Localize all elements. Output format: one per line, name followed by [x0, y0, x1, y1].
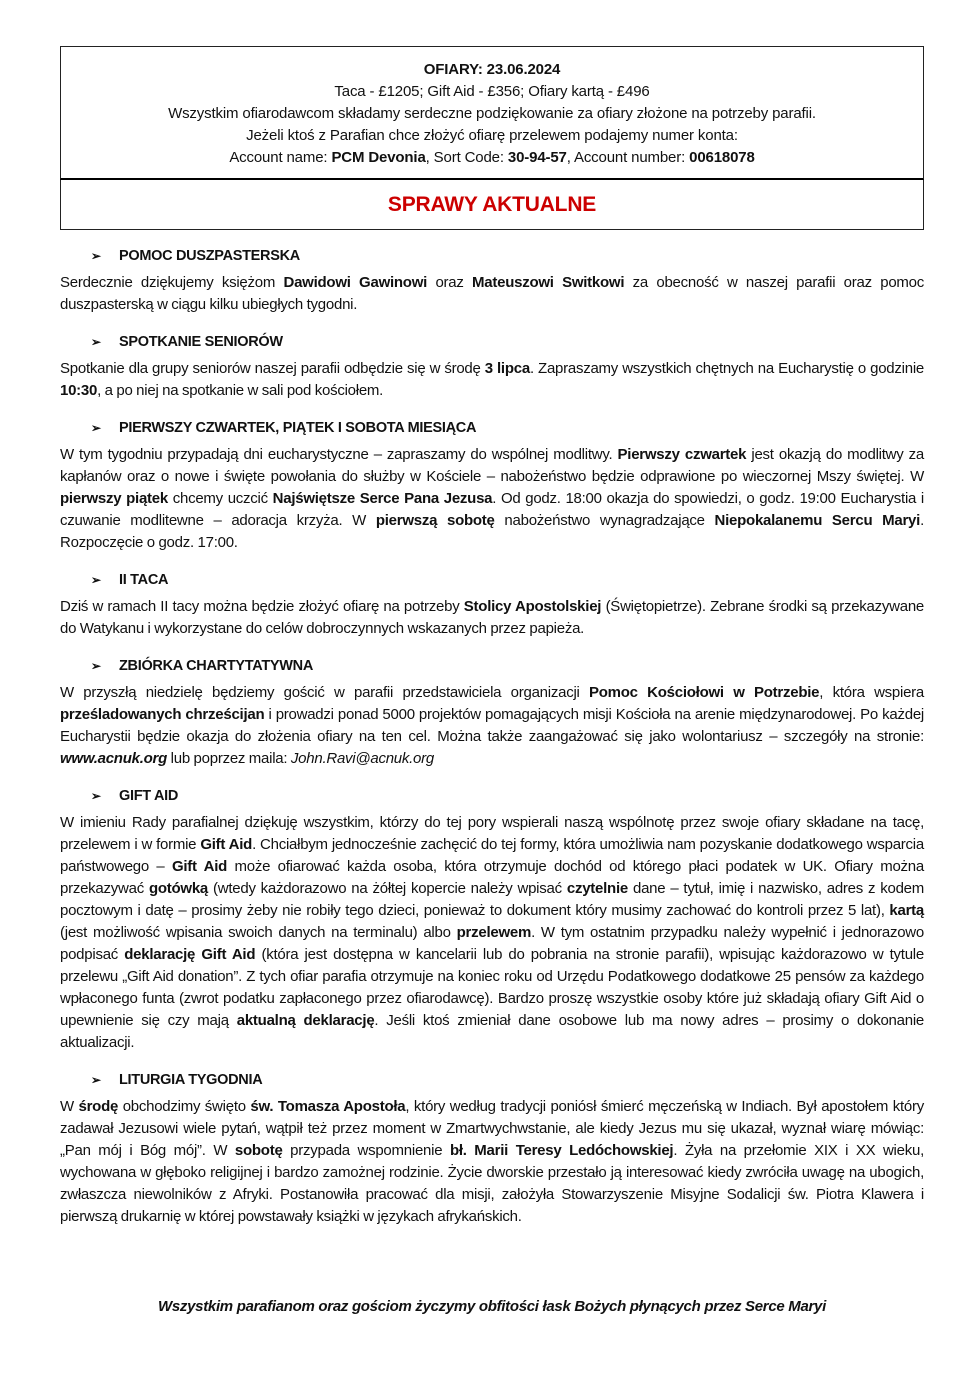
text-run: deklarację Gift Aid — [124, 946, 256, 963]
text-run: . Zapraszamy wszystkich chętnych na Eucharystię o godzinie — [529, 360, 924, 377]
section-title-text: ZBIÓRKA CHARTYTATYWNA — [119, 658, 313, 674]
text-run: przypada wspomnienie — [282, 1142, 450, 1159]
text-run: (jest możliwość wpisania swoich danych na terminalu) albo — [60, 924, 457, 941]
text-run: (która jest dostępna w kancelarii lub do pobrania na stronie parafii), wpisując każdorazowo w tytule przelewu „Gift Aid donation”. Z tych ofiar parafia otrzymuje na koniec roku od Urzędu Podatkowego dodatkowe 25 pensów za każdego wpłaconego funta (zwrot podatku zapłaconego przez ofiarodawcę). Bardzo proszę wszystkie osoby które już składają ofiary Gift Aid o upewnienie się czy mają — [60, 946, 924, 1029]
arrow-bullet-icon: ➢ — [91, 1073, 101, 1087]
account-name: PCM Devonia — [331, 149, 426, 166]
section-body — [60, 358, 924, 402]
text-run: pierwszą sobotę — [375, 512, 495, 529]
text-run: Gift Aid — [171, 858, 228, 875]
section — [60, 570, 924, 640]
text-run: Gift Aid — [200, 836, 253, 853]
text-run: kartą — [889, 902, 924, 919]
arrow-bullet-icon: ➢ — [91, 249, 101, 263]
section-title-text: SPOTKANIE SENIORÓW — [119, 334, 283, 350]
section-body — [60, 682, 924, 770]
section-title-text: GIFT AID — [119, 788, 179, 804]
text-run: dane – tytuł, imię i nazwisko, adres z kodem pocztowym i datę – prosimy żeby nie robiły tego dzieci, ponieważ to dokument który musimy zachować do kontroli przez 5 lat), — [60, 880, 924, 919]
account-name-label: Account name: — [229, 149, 332, 166]
main-heading: SPRAWY AKTUALNE — [387, 193, 597, 216]
section-body — [60, 1096, 924, 1228]
text-run: św. Tomasza Apostoła — [250, 1098, 406, 1115]
section — [60, 332, 924, 402]
text-run: Najświętsze Serce Pana Jezusa — [272, 490, 493, 507]
arrow-bullet-icon: ➢ — [91, 421, 101, 435]
text-run: za obecność w naszej parafii oraz pomoc duszpasterską w ciągu kilku ubiegłych tygodni. — [60, 274, 924, 313]
section — [60, 1070, 924, 1228]
section — [60, 246, 924, 316]
offerings-title: OFIARY: 23.06.2024 — [423, 61, 561, 78]
text-run: może ofiarować każda osoba, która otrzymuje dochód od którego płaci podatek w UK. Ofiary można przekazywać — [60, 858, 924, 897]
section-body — [60, 272, 924, 316]
text-run: 3 lipca — [484, 360, 530, 377]
text-run: Stolicy Apostolskiej — [463, 598, 602, 615]
text-run: pierwszy piątek — [60, 490, 168, 507]
section-title — [60, 332, 924, 352]
text-run: W przyszłą niedzielę będziemy gościć w parafii przedstawiciela organizacji — [60, 684, 589, 701]
section-title — [60, 570, 924, 590]
arrow-bullet-icon: ➢ — [91, 573, 101, 587]
text-run: . Żyła na przełomie XIX i XX wieku, wychowana w głęboko religijnej i bardzo zamożnej rodzinie. Życie dworskie przestało ją interesować kiedy zwróciła uwagę na ubogich, zwłaszcza niewolników z Afryki. Postanowiła pracować dla misji, założyła Stowarzyszenie Misyjne Sodalicji św. Piotra Klawera i pierwszą drukarnię w której powstawały książki w językach afrykańskich. — [60, 1142, 924, 1225]
text-run: aktualną deklarację — [236, 1012, 375, 1029]
text-run: Dawidowi Gawinowi — [283, 274, 428, 291]
text-run: czytelnie — [566, 880, 628, 897]
offerings-thanks: Wszystkim ofiarodawcom składamy serdeczne podziękowanie za ofiary złożone na potrzeby parafii. — [168, 105, 816, 122]
sort-code: 30-94-57 — [507, 149, 567, 166]
text-run: W tym tygodniu przypadają dni eucharystyczne – zapraszamy do wspólnej modlitwy. — [60, 446, 618, 463]
text-run: prześladowanych chrześcijan — [60, 706, 265, 723]
text-run: , który według tradycji poniósł śmierć męczeńską w Indiach. Był apostołem który zadawał Jezusowi wiele pytań, wątpił też przez moment w Zmartwychwstanie, ale kiedy Jezus mu się ukazał, wyznał wiarę mówiąc: „Pan mój i Bóg mój”. W — [60, 1098, 925, 1159]
text-run: oraz — [427, 274, 473, 291]
main-heading-box — [60, 180, 924, 230]
text-run: , a po niej na spotkanie w sali pod kościołem. — [97, 382, 384, 399]
contact-link[interactable]: www.acnuk.org — [60, 750, 168, 767]
text-run: i prowadzi ponad 5000 projektów pomagających misji Kościoła na arenie międzynarodowej. Po każdej Eucharystii będzie okazja do złożenia ofiary na ten cel. Można także zaangażować się jako wolontariusz – szczegóły na stronie: — [60, 706, 924, 745]
text-run: Serdecznie dziękujemy księżom — [60, 274, 284, 291]
text-run: W — [60, 1098, 79, 1115]
text-run: Dziś w ramach II tacy można będzie złożyć ofiarę na potrzeby — [60, 598, 464, 615]
account-details — [61, 147, 923, 169]
section-body — [60, 812, 924, 1054]
text-run: Niepokalanemu Sercu Maryi — [714, 512, 921, 529]
section-title — [60, 418, 924, 438]
section-title-text: POMOC DUSZPASTERSKA — [119, 248, 300, 264]
text-run: . Rozpoczęcie o godz. 17:00. — [60, 512, 924, 551]
section — [60, 656, 924, 770]
section-title — [60, 656, 924, 676]
arrow-bullet-icon: ➢ — [91, 335, 101, 349]
text-run: Pierwszy czwartek — [617, 446, 747, 463]
sections-list — [60, 246, 924, 1228]
section-title — [60, 786, 924, 806]
text-run: nabożeństwo wynagradzające — [494, 512, 715, 529]
text-run: (wtedy każdorazowo na żółtej kopercie należy wpisać — [208, 880, 567, 897]
account-number-label: , Account number: — [566, 149, 690, 166]
section-title — [60, 246, 924, 266]
bulletin-page — [60, 46, 924, 1228]
text-run: (Świętopietrze). Zebrane środki są przekazywane do Watykanu i wykorzystane do celów dobroczynnych wskazanych przez papieża. — [60, 598, 924, 637]
text-run: Mateuszowi Switkowi — [472, 274, 625, 291]
section-title-text: PIERWSZY CZWARTEK, PIĄTEK I SOBOTA MIESIĄCA — [119, 420, 477, 436]
text-run: . Chciałbym jednocześnie zachęcić do tej formy, która umożliwia nam pozyskanie dodatkowego wsparcia państwowego – — [60, 836, 924, 875]
section-title-text: LITURGIA TYGODNIA — [119, 1072, 263, 1088]
text-run: obchodzimy święto — [118, 1098, 251, 1115]
arrow-bullet-icon: ➢ — [91, 789, 101, 803]
text-run: . Jeśli ktoś zmieniał dane osobowe lub ma nowy adres – prosimy o dokonanie aktualizacji. — [60, 1012, 924, 1051]
section-body — [60, 444, 924, 554]
text-run: sobotę — [234, 1142, 283, 1159]
text-run: chcemy uczcić — [167, 490, 273, 507]
account-number: 00618078 — [689, 149, 755, 166]
arrow-bullet-icon: ➢ — [91, 659, 101, 673]
section-title — [60, 1070, 924, 1090]
text-run: środę — [78, 1098, 119, 1115]
text-run: lub poprzez maila: — [167, 750, 291, 767]
text-run: Spotkanie dla grupy seniorów naszej parafii odbędzie się w środę — [60, 360, 485, 377]
text-run: W imieniu Rady parafialnej dziękuję wszystkim, którzy do tej pory wspierali naszą wspólnotę przez swoje ofiary składane na tacę, przelewem i w formie — [60, 814, 924, 853]
text-run: . W tym ostatnim przypadku należy wypełnić i jednorazowo podpisać — [60, 924, 924, 963]
section-title-text: II TACA — [119, 572, 169, 588]
text-run: 10:30 — [60, 382, 98, 399]
transfer-intro: Jeżeli ktoś z Parafian chce złożyć ofiarę przelewem podajemy numer konta: — [246, 127, 738, 144]
text-run: Pomoc Kościołowi w Potrzebie — [589, 684, 820, 701]
text-run: jest okazją do modlitwy za kapłanów oraz o nowe i święte powołania do służby w Kościele – nabożeństwo będzie odprawione po wieczornej Mszy świętej. W — [60, 446, 924, 485]
section-body — [60, 596, 924, 640]
text-run: . Od godz. 18:00 okazja do spowiedzi, o godz. 19:00 Eucharystia i czuwanie modlitewne – adoracja krzyża. W — [60, 490, 924, 529]
offerings-box — [60, 46, 924, 180]
section — [60, 786, 924, 1054]
offerings-amounts: Taca - £1205; Gift Aid - £356; Ofiary kartą - £496 — [334, 83, 650, 100]
text-run: , która wspiera — [819, 684, 925, 701]
closing-wish: Wszystkim parafianom oraz gościom życzymy obfitości łask Bożych płynących przez Serce Maryi — [158, 1298, 826, 1315]
sort-code-label: , Sort Code: — [425, 149, 508, 166]
section — [60, 418, 924, 554]
contact-link[interactable]: John.Ravi@acnuk.org — [290, 750, 434, 767]
text-run: przelewem — [456, 924, 532, 941]
text-run: bł. Marii Teresy Ledóchowskiej — [449, 1142, 674, 1159]
text-run: gotówką — [148, 880, 209, 897]
